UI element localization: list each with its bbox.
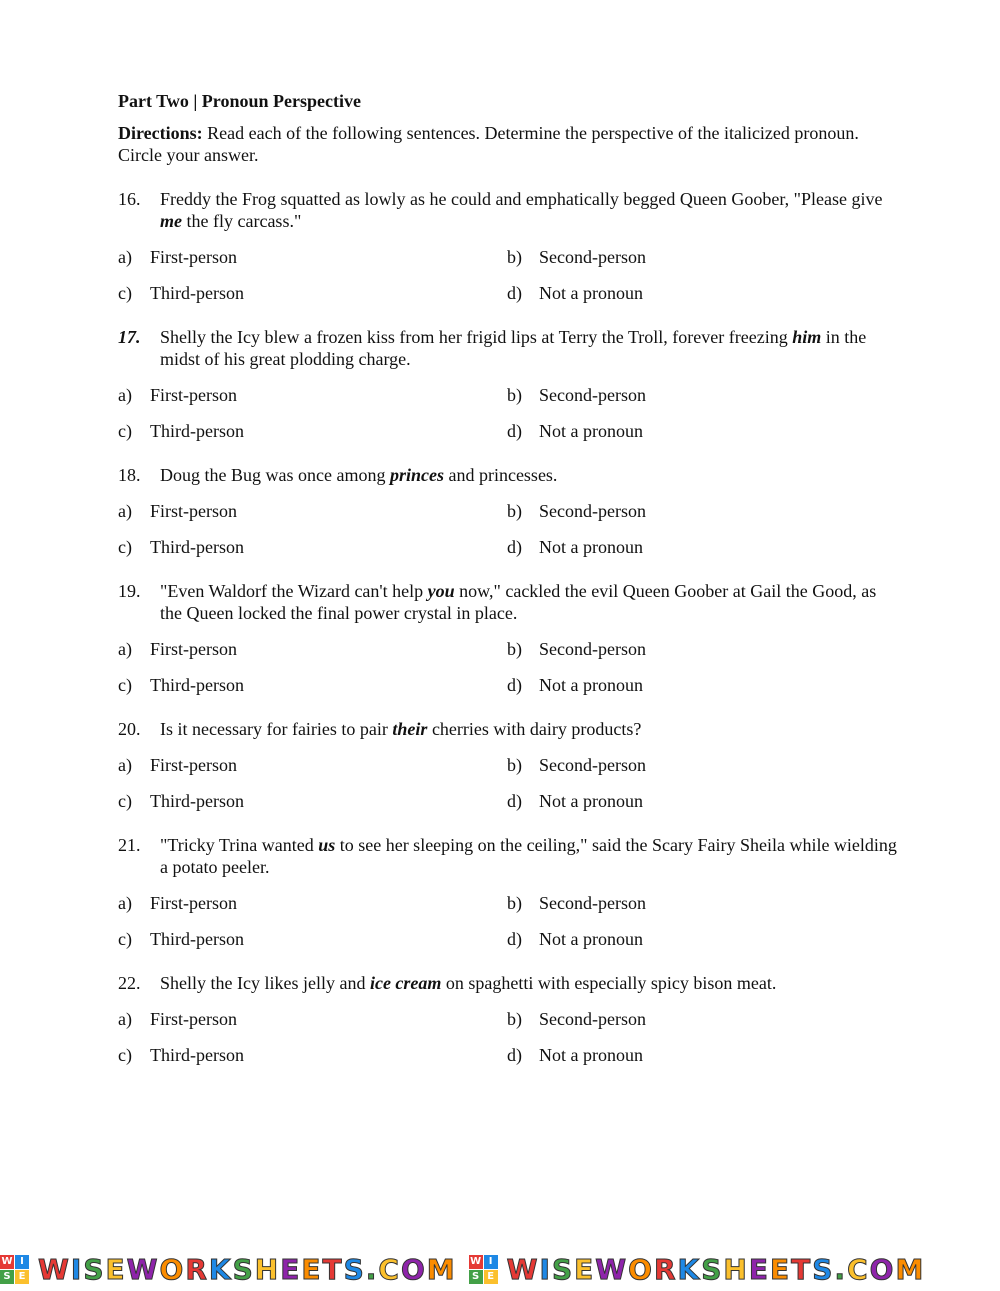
option-b[interactable]: b) Second-person — [507, 639, 646, 659]
question-21 — [118, 834, 898, 964]
watermark — [0, 1254, 457, 1286]
question-16 — [118, 188, 898, 318]
option-c[interactable]: c) Third-person — [118, 283, 244, 303]
watermark-footer — [0, 1254, 1000, 1288]
question-list — [118, 188, 898, 1080]
option-a[interactable]: a) First-person — [118, 1009, 237, 1029]
option-c[interactable]: c) Third-person — [118, 675, 244, 695]
question-number: 17. — [118, 327, 141, 347]
option-c[interactable]: c) Third-person — [118, 791, 244, 811]
question-text: Doug the Bug was once among princes and princesses. — [160, 465, 558, 485]
option-b[interactable]: b) Second-person — [507, 247, 646, 267]
option-b[interactable]: b) Second-person — [507, 755, 646, 775]
question-19 — [118, 580, 898, 710]
italic-pronoun: ice cream — [369, 973, 442, 993]
option-c[interactable]: c) Third-person — [118, 1045, 244, 1065]
option-b[interactable]: b) Second-person — [507, 1009, 646, 1029]
italic-pronoun: their — [392, 719, 428, 739]
option-a[interactable]: a) First-person — [118, 247, 237, 267]
option-d[interactable]: d) Not a pronoun — [507, 421, 643, 441]
question-number: 16. — [118, 189, 141, 209]
question-text: Freddy the Frog squatted as lowly as he could and emphatically begged Queen Goober, "Please give me the fly carcass." — [160, 189, 883, 231]
directions-label: Directions: — [118, 123, 203, 143]
question-22 — [118, 972, 898, 1080]
italic-pronoun: us — [318, 835, 336, 855]
question-number: 21. — [118, 835, 141, 855]
option-d[interactable]: d) Not a pronoun — [507, 929, 643, 949]
option-c[interactable]: c) Third-person — [118, 421, 244, 441]
directions-text: Read each of the following sentences. Determine the perspective of the italicized pronoun. Circle your answer. — [118, 123, 859, 165]
option-b[interactable]: b) Second-person — [507, 385, 646, 405]
option-a[interactable]: a) First-person — [118, 639, 237, 659]
italic-pronoun: me — [160, 211, 182, 231]
section-title: Part Two | Pronoun Perspective — [118, 91, 361, 111]
option-d[interactable]: d) Not a pronoun — [507, 675, 643, 695]
question-text: Shelly the Icy likes jelly and ice cream on spaghetti with especially spicy bison meat. — [160, 973, 777, 993]
option-b[interactable]: b) Second-person — [507, 893, 646, 913]
question-number: 19. — [118, 581, 141, 601]
question-number: 22. — [118, 973, 141, 993]
question-18 — [118, 464, 898, 572]
option-d[interactable]: d) Not a pronoun — [507, 791, 643, 811]
question-text: "Tricky Trina wanted us to see her sleeping on the ceiling," said the Scary Fairy Sheila while wielding a potato peeler. — [160, 835, 897, 877]
option-d[interactable]: d) Not a pronoun — [507, 1045, 643, 1065]
option-d[interactable]: d) Not a pronoun — [507, 283, 643, 303]
italic-pronoun: you — [427, 581, 455, 601]
option-c[interactable]: c) Third-person — [118, 537, 244, 557]
question-text: Shelly the Icy blew a frozen kiss from her frigid lips at Terry the Troll, forever freezing him in the midst of his great plodding charge. — [160, 327, 867, 369]
question-number: 18. — [118, 465, 141, 485]
option-d[interactable]: d) Not a pronoun — [507, 537, 643, 557]
italic-pronoun: him — [792, 327, 822, 347]
option-c[interactable]: c) Third-person — [118, 929, 244, 949]
option-a[interactable]: a) First-person — [118, 893, 237, 913]
question-17 — [118, 326, 898, 456]
worksheet-page — [118, 90, 898, 1088]
option-a[interactable]: a) First-person — [118, 385, 237, 405]
watermark — [469, 1254, 926, 1286]
question-text: "Even Waldorf the Wizard can't help you now," cackled the evil Queen Goober at Gail the Good, as the Queen locked the final power crystal in place. — [160, 581, 877, 623]
watermark-text: WISEWORKSHEETS.COM — [506, 1254, 926, 1286]
option-a[interactable]: a) First-person — [118, 755, 237, 775]
option-b[interactable]: b) Second-person — [507, 501, 646, 521]
option-a[interactable]: a) First-person — [118, 501, 237, 521]
watermark-text: WISEWORKSHEETS.COM — [38, 1254, 457, 1286]
question-number: 20. — [118, 719, 141, 739]
wise-logo-icon: W I S E — [469, 1255, 499, 1285]
directions — [118, 122, 898, 166]
question-20 — [118, 718, 898, 826]
wise-logo-icon: W I S E — [0, 1255, 30, 1285]
question-text: Is it necessary for fairies to pair their cherries with dairy products? — [160, 719, 642, 739]
italic-pronoun: princes — [389, 465, 444, 485]
